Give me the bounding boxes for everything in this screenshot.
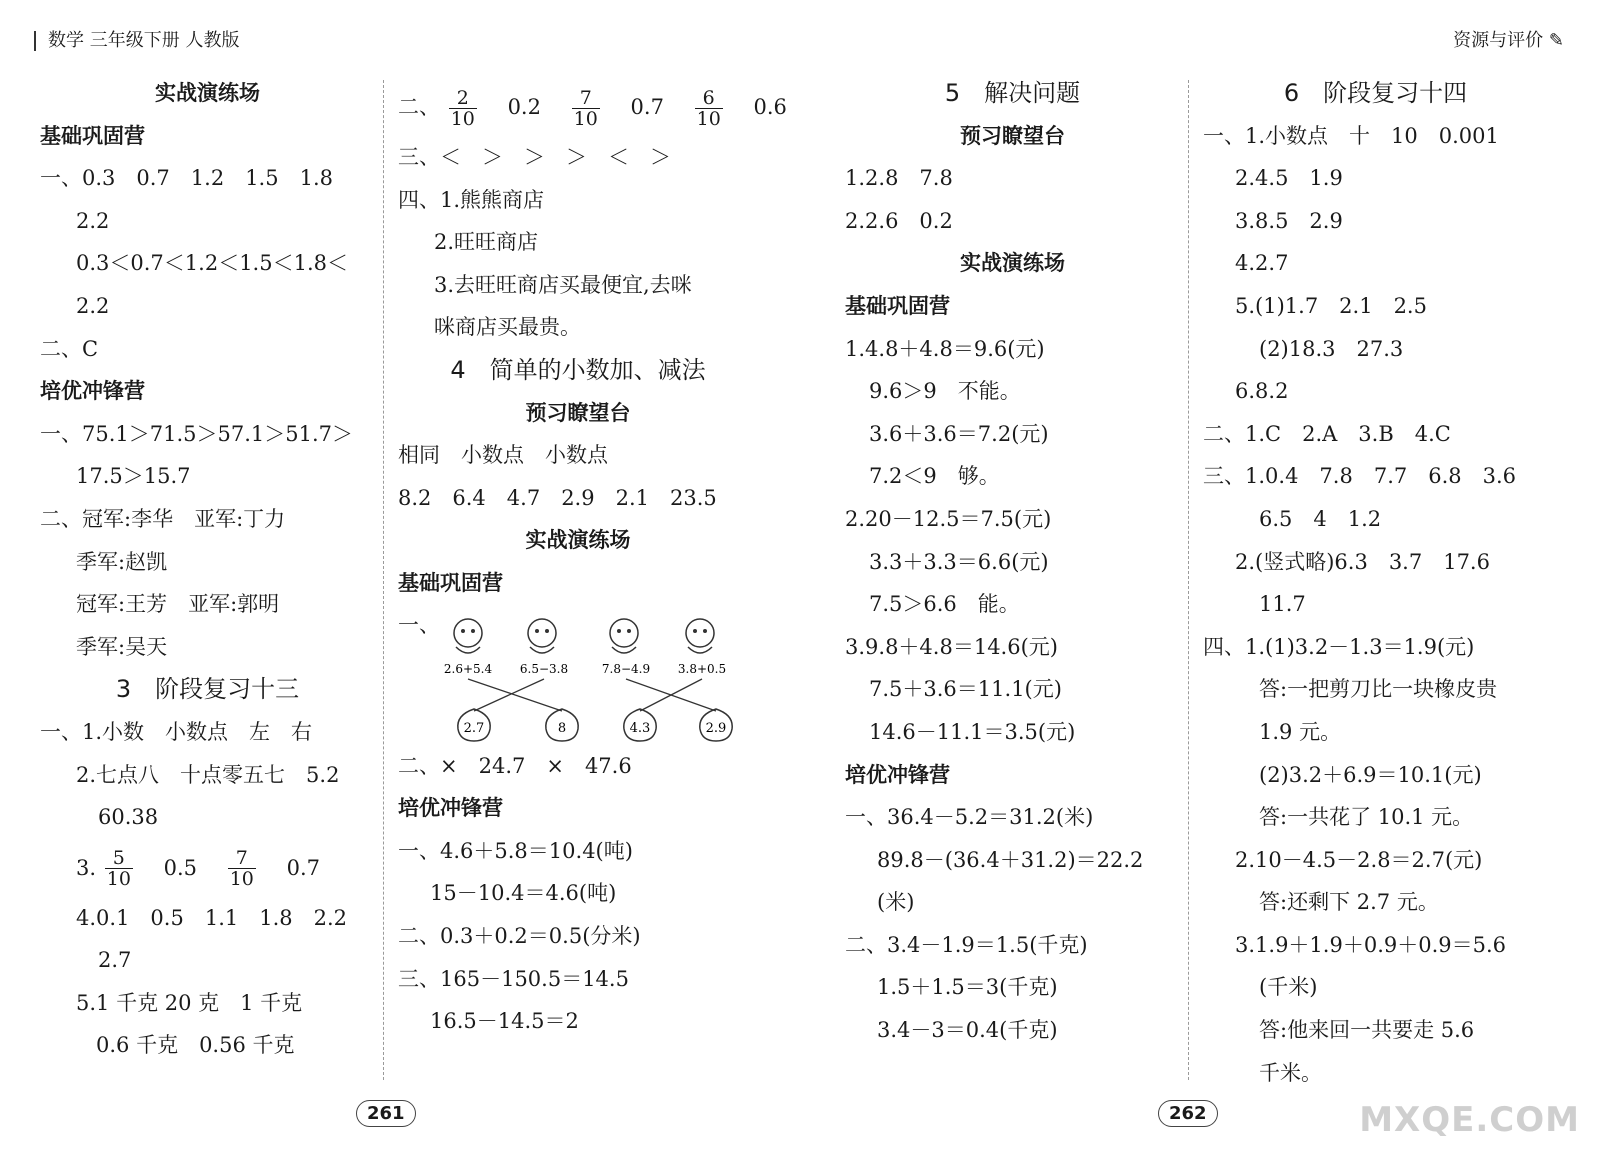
answer-line: 答:还剩下 2.7 元。 <box>1259 890 1439 915</box>
answer-line: 季军:吴天 <box>76 634 168 659</box>
answer-line: 二、C <box>40 336 99 361</box>
pen-mark-icon: ✎ <box>1548 30 1564 51</box>
answer-line: 3.3＋3.3＝6.6(元) <box>869 549 1049 574</box>
item-number: 3. <box>76 855 97 880</box>
answer-line: 2.(竖式略)6.3 3.7 17.6 <box>1235 549 1490 574</box>
fraction-denominator: 10 <box>573 107 598 130</box>
answer-line: 咪商店买最贵。 <box>434 315 581 340</box>
answer-line: 3.9.8＋4.8＝14.6(元) <box>845 634 1058 659</box>
fraction-denominator: 10 <box>450 107 475 130</box>
monkey-icon <box>528 619 556 653</box>
fraction <box>695 86 723 130</box>
answer-line: 4.0.1 0.5 1.1 1.8 2.2 <box>76 905 348 930</box>
answer-line: 季军:赵凯 <box>76 549 168 574</box>
monkey-icon <box>686 619 714 653</box>
fraction-numerator: 7 <box>235 847 248 870</box>
answer-line: 11.7 <box>1259 592 1306 617</box>
decimal-value: 0.2 <box>507 95 541 119</box>
column-4 <box>1203 72 1548 1094</box>
fraction <box>105 849 133 889</box>
expression-label: 2.6+5.4 <box>443 661 493 676</box>
answer-line: 2.4.5 1.9 <box>1235 166 1343 191</box>
subsection-heading: 基础巩固营 <box>845 293 950 318</box>
running-header-left <box>34 26 239 52</box>
answer-line: 四、1.熊熊商店 <box>398 187 545 212</box>
answer-line: 三、1.0.4 7.8 7.7 6.8 3.6 <box>1203 464 1517 489</box>
monkey-peach-matching-figure <box>398 605 758 745</box>
watermark: MXQE.COM <box>1359 1100 1580 1140</box>
unit-title: 4 简单的小数加、减法 <box>450 355 706 384</box>
column-divider-2 <box>1188 80 1189 1080</box>
match-line <box>640 679 702 711</box>
answer-line: 3.1.9＋1.9＋0.9＋0.9＝5.6 <box>1235 932 1507 957</box>
answer-line: 89.8－(36.4＋31.2)＝22.2 <box>877 847 1144 872</box>
matching-diagram <box>434 611 734 746</box>
answer-line: 一、1.小数 小数点 左 右 <box>40 719 313 744</box>
section-heading: 实战演练场 <box>155 81 260 105</box>
peach-value: 8 <box>557 720 567 736</box>
fraction <box>572 86 600 130</box>
fraction <box>449 86 477 130</box>
answer-line: 二、冠军:李华 亚军:丁力 <box>40 506 286 531</box>
fraction-numerator: 2 <box>456 86 469 109</box>
answer-line: 6.8.2 <box>1235 379 1289 404</box>
answer-line: 16.5－14.5＝2 <box>430 1009 579 1034</box>
answer-line: 17.5＞15.7 <box>76 464 191 489</box>
section-heading: 实战演练场 <box>960 251 1065 276</box>
fraction-denominator: 10 <box>229 868 254 891</box>
answer-line: 答:一共花了 10.1 元。 <box>1259 805 1474 830</box>
answer-line: 2.10－4.5－2.8＝2.7(元) <box>1235 847 1483 872</box>
match-line <box>474 679 544 711</box>
peach-value: 4.3 <box>629 720 651 736</box>
answer-line: 5.1 千克 20 克 1 千克 <box>76 990 303 1015</box>
answer-line: (千米) <box>1259 975 1318 1000</box>
answer-line: 四、1.(1)3.2－1.3＝1.9(元) <box>1203 634 1475 659</box>
unit-title: 6 阶段复习十四 <box>1283 79 1468 107</box>
subsection-heading: 培优冲锋营 <box>40 379 145 404</box>
column-2 <box>398 78 787 1043</box>
answer-line: 4.2.7 <box>1235 251 1289 276</box>
column-3 <box>845 72 1180 1052</box>
answer-line: 2.2 <box>76 208 110 233</box>
decimal-value: 0.6 <box>753 95 787 119</box>
header-bar-decoration <box>34 31 36 51</box>
item-number: 二、 <box>398 95 440 119</box>
decimal-value: 0.7 <box>286 855 320 880</box>
answer-line: 答:一把剪刀比一块橡皮贵 <box>1259 677 1498 702</box>
answer-line: 6.5 4 1.2 <box>1259 506 1382 531</box>
answer-line: 7.5＋3.6＝11.1(元) <box>869 677 1062 702</box>
answer-line: 二、3.4－1.9＝1.5(千克) <box>845 932 1088 957</box>
column-divider-1 <box>383 80 384 1080</box>
answer-line: 三、165－150.5＝14.5 <box>398 966 629 991</box>
answer-line: 2.2.6 0.2 <box>845 208 953 233</box>
answer-line: 2.20－12.5＝7.5(元) <box>845 506 1052 531</box>
answer-line-fractions <box>398 78 787 136</box>
header-book-title: 数学 三年级下册 人教版 <box>48 30 240 51</box>
section-heading: 预习瞭望台 <box>525 400 631 425</box>
answer-line: 9.6＞9 不能。 <box>869 379 1021 404</box>
item-number: 一、 <box>398 612 440 637</box>
fraction-numerator: 7 <box>579 86 592 109</box>
section-heading: 预习瞭望台 <box>960 123 1065 148</box>
answer-line-fractions <box>40 839 375 897</box>
answer-line: 2.2 <box>76 293 110 318</box>
match-line <box>468 679 562 711</box>
answer-line: (2)18.3 27.3 <box>1259 336 1404 361</box>
answer-line: 2.七点八 十点零五七 5.2 <box>76 762 340 787</box>
answer-line: 3.去旺旺商店买最便宜,去咪 <box>434 272 692 297</box>
peach-value: 2.9 <box>705 720 727 736</box>
answer-line: 一、75.1＞71.5＞57.1＞51.7＞ <box>40 421 354 446</box>
fraction-denominator: 10 <box>696 107 721 130</box>
answer-line: 8.2 6.4 4.7 2.9 2.1 23.5 <box>398 485 717 510</box>
answer-line: 1.5＋1.5＝3(千克) <box>877 975 1058 1000</box>
fraction-numerator: 6 <box>702 86 715 109</box>
decimal-value: 0.7 <box>630 95 664 119</box>
answer-line: 冠军:王芳 亚军:郭明 <box>76 592 280 617</box>
subsection-heading: 培优冲锋营 <box>845 762 950 787</box>
answer-line: 二、× 24.7 × 47.6 <box>398 753 632 778</box>
unit-title: 5 解决问题 <box>944 79 1081 107</box>
answer-line: 3.8.5 2.9 <box>1235 208 1343 233</box>
monkey-icon <box>454 619 482 653</box>
expression-label: 3.8+0.5 <box>677 661 727 676</box>
fraction-denominator: 10 <box>106 868 131 891</box>
header-series-title: 资源与评价 <box>1453 30 1544 51</box>
subsection-heading: 基础巩固营 <box>398 570 503 595</box>
answer-line: 15－10.4＝4.6(吨) <box>430 881 617 906</box>
answer-line: 1.4.8＋4.8＝9.6(元) <box>845 336 1045 361</box>
subsection-heading: 基础巩固营 <box>40 123 145 148</box>
answer-line: 一、4.6＋5.8＝10.4(吨) <box>398 838 633 863</box>
column-1 <box>40 72 375 1067</box>
answer-line: 0.3＜0.7＜1.2＜1.5＜1.8＜ <box>76 251 348 276</box>
subsection-heading: 培优冲锋营 <box>398 796 503 821</box>
answer-line: 千米。 <box>1259 1060 1322 1085</box>
page-number-right: 262 <box>1158 1100 1218 1127</box>
fraction-numerator: 5 <box>112 847 125 870</box>
answer-line: 答:他来回一共要走 5.6 <box>1259 1018 1475 1043</box>
peach-value: 2.7 <box>463 720 485 736</box>
answer-line: (米) <box>877 890 915 915</box>
expression-label: 6.5−3.8 <box>519 661 569 676</box>
answer-line: 7.2＜9 够。 <box>869 464 1000 489</box>
answer-line: 5.(1)1.7 2.1 2.5 <box>1235 293 1427 318</box>
monkey-icon <box>610 619 638 653</box>
answer-line: 2.旺旺商店 <box>434 230 539 255</box>
answer-line: 三、＜ ＞ ＞ ＞ ＜ ＞ <box>398 145 671 169</box>
answer-line: 0.6 千克 0.56 千克 <box>96 1033 295 1058</box>
expression-label: 7.8−4.9 <box>601 661 651 676</box>
answer-line: 14.6－11.1＝3.5(元) <box>869 719 1076 744</box>
answer-line: 60.38 <box>98 805 159 830</box>
decimal-value: 0.5 <box>163 855 198 880</box>
answer-line: 一、1.小数点 十 10 0.001 <box>1203 123 1499 148</box>
running-header-right <box>1453 26 1564 52</box>
unit-title: 3 阶段复习十三 <box>115 675 300 704</box>
section-heading: 实战演练场 <box>525 528 631 553</box>
fraction <box>228 849 256 889</box>
answer-line: 1.2.8 7.8 <box>845 166 953 191</box>
answer-line: 一、0.3 0.7 1.2 1.5 1.8 <box>40 166 333 191</box>
answer-line: 3.4－3＝0.4(千克) <box>877 1018 1058 1043</box>
answer-line: 一、36.4－5.2＝31.2(米) <box>845 805 1094 830</box>
page-number-left: 261 <box>356 1100 416 1127</box>
answer-line: 7.5＞6.6 能。 <box>869 592 1020 617</box>
answer-line: (2)3.2＋6.9＝10.1(元) <box>1259 762 1482 787</box>
answer-line: 相同 小数点 小数点 <box>398 443 608 468</box>
answer-line: 2.7 <box>98 948 132 973</box>
answer-line: 3.6＋3.6＝7.2(元) <box>869 421 1049 446</box>
answer-line: 二、1.C 2.A 3.B 4.C <box>1203 421 1451 446</box>
answer-line: 1.9 元。 <box>1259 719 1342 744</box>
answer-line: 二、0.3＋0.2＝0.5(分米) <box>398 923 641 948</box>
